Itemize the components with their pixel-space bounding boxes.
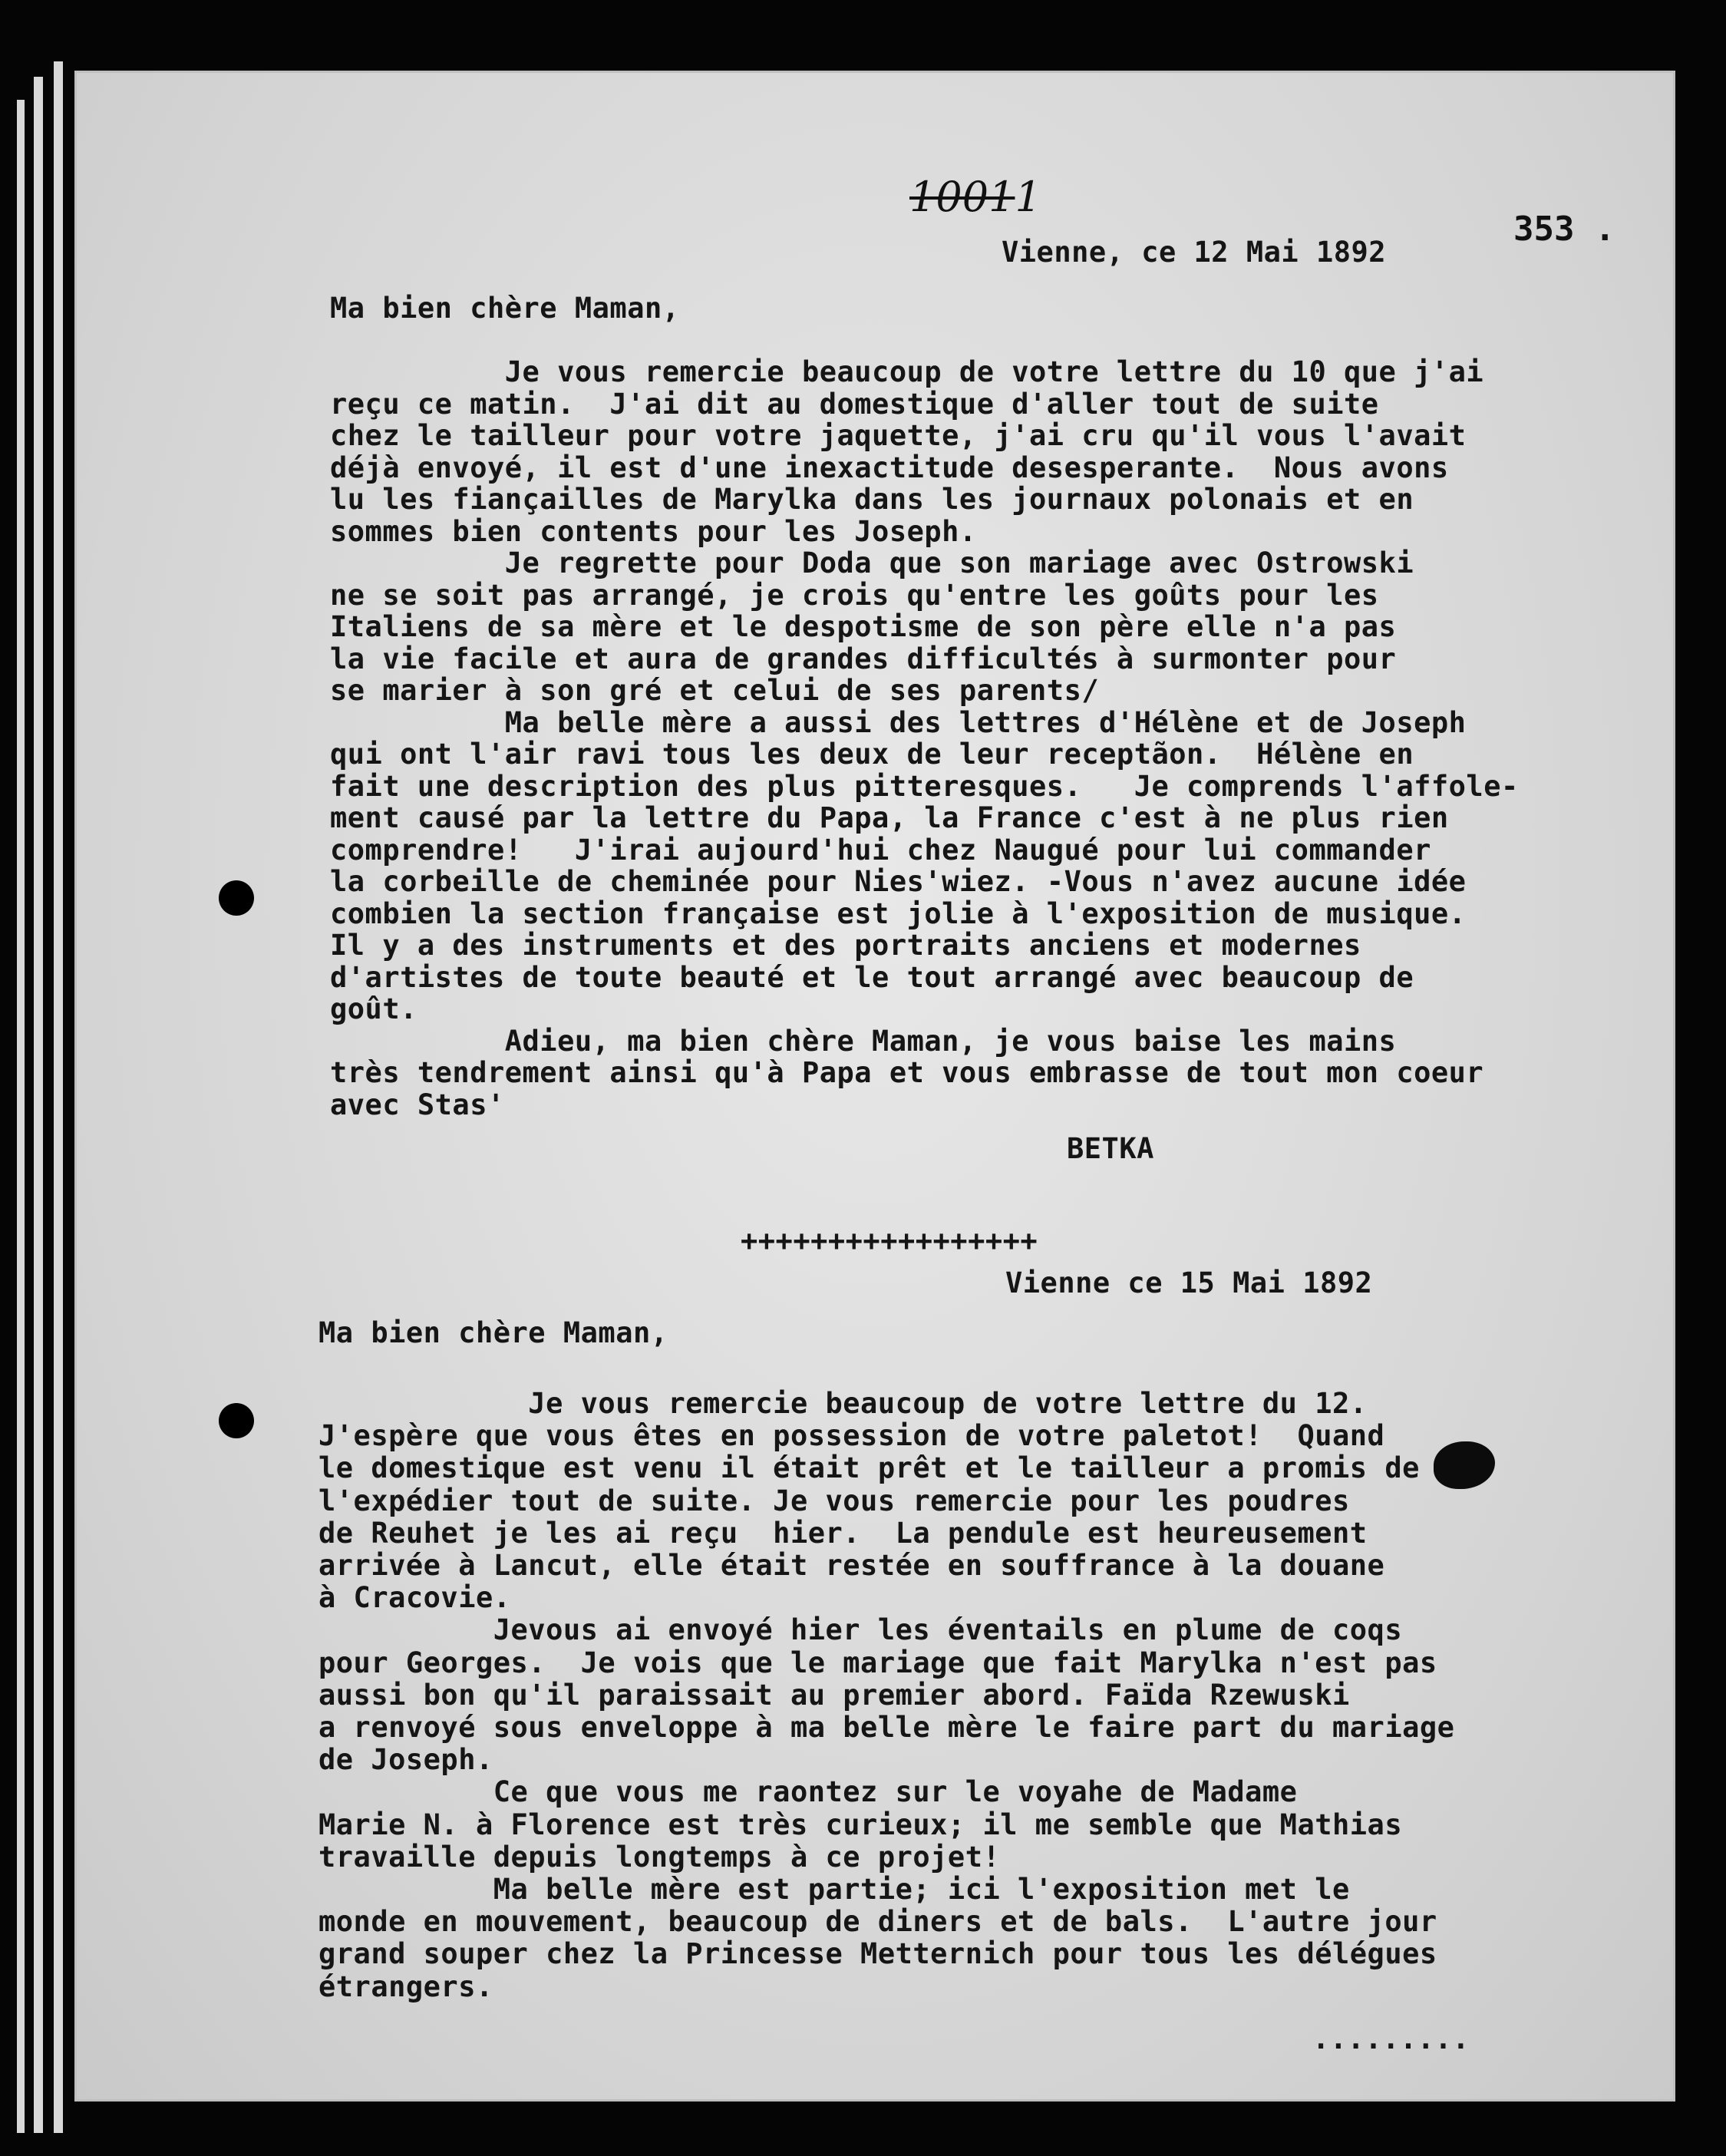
letter1-line: Ma belle mère a aussi des lettres d'Hélène et de Joseph xyxy=(330,705,1467,739)
letter1-line: se marier à son gré et celui de ses parents/ xyxy=(330,674,1100,707)
archive-reference-corrected: 1 xyxy=(1015,173,1041,221)
letter2-line: de Reuhet je les ai reçu hier. La pendule est heureusement xyxy=(318,1516,1368,1550)
ink-blot xyxy=(1434,1441,1495,1489)
continuation-mark: ......... xyxy=(1312,2022,1470,2055)
letter1-line: reçu ce matin. J'ai dit au domestique d'aller tout de suite xyxy=(330,387,1379,421)
letter1-line: combien la section française est jolie à l'exposition de musique. xyxy=(330,896,1467,930)
letter1-line: la corbeille de cheminée pour Nies'wiez. -Vous n'avez aucune idée xyxy=(330,865,1467,898)
typed-page xyxy=(77,73,1673,2099)
letter2-line: a renvoyé sous enveloppe à ma belle mère le faire part du mariage xyxy=(318,1711,1455,1744)
letter2-line: pour Georges. Je vois que le mariage que fait Marylka n'est pas xyxy=(318,1646,1437,1679)
letter1-line: la vie facile et aura de grandes difficultés à surmonter pour xyxy=(330,642,1397,675)
letter2-line: arrivée à Lancut, elle était restée en souffrance à la douane xyxy=(318,1549,1385,1582)
letter1-salutation: Ma bien chère Maman, xyxy=(330,292,680,325)
letter2-line: travaille depuis longtemps à ce projet! xyxy=(318,1840,1001,1874)
letter2-line: Ce que vous me raontez sur le voyahe de Madame xyxy=(318,1775,1298,1809)
letter1-line: Italiens de sa mère et le despotisme de son père elle n'a pas xyxy=(330,610,1397,643)
letter1-line: qui ont l'air ravi tous les deux de leur receptãon. Hélène en xyxy=(330,738,1414,771)
letter1-line: ne se soit pas arrangé, je crois qu'entre les goûts pour les xyxy=(330,578,1379,612)
letter2-line: Je vous remercie beaucoup de votre lettre du 12. xyxy=(318,1387,1368,1420)
letter1-line: déjà envoyé, il est d'une inexactitude desesperante. Nous avons xyxy=(330,451,1449,484)
letter2-salutation: Ma bien chère Maman, xyxy=(318,1316,668,1349)
letter-separator: +++++++++++++++++ xyxy=(741,1224,1038,1257)
letter1-line: Je vous remercie beaucoup de votre lettre du 10 que j'ai xyxy=(330,355,1484,388)
letter1-line: Adieu, ma bien chère Maman, je vous baise les mains xyxy=(330,1024,1397,1058)
punch-hole xyxy=(219,1403,254,1438)
letter2-line: étrangers. xyxy=(318,1969,493,2003)
page-number: 353 . xyxy=(1513,210,1615,249)
letter2-line: Marie N. à Florence est très curieux; il me semble que Mathias xyxy=(318,1808,1403,1841)
letter1-line: ment causé par la lettre du Papa, la France c'est à ne plus rien xyxy=(330,801,1449,834)
letter1-line: lu les fiançailles de Marylka dans les journaux polonais et en xyxy=(330,483,1414,516)
letter1-line: comprendre! J'irai aujourd'hui chez Naugué pour lui commander xyxy=(330,833,1431,867)
letter1-line: Il y a des instruments et des portraits anciens et modernes xyxy=(330,929,1361,962)
letter1-line: très tendrement ainsi qu'à Papa et vous embrasse de tout mon coeur xyxy=(330,1056,1484,1089)
sheet-edge xyxy=(54,61,63,2133)
letter2-date: Vienne ce 15 Mai 1892 xyxy=(1005,1266,1373,1299)
letter1-date: Vienne, ce 12 Mai 1892 xyxy=(1002,236,1387,269)
letter2-line: monde en mouvement, beaucoup de diners et de bals. L'autre jour xyxy=(318,1905,1437,1939)
letter1-line: avec Stas' xyxy=(330,1088,505,1121)
letter1-line: Je regrette pour Doda que son mariage avec Ostrowski xyxy=(330,546,1414,579)
letter1-line: chez le tailleur pour votre jaquette, j'ai cru qu'il vous l'avait xyxy=(330,419,1467,452)
letter2-line: le domestique est venu il était prêt et le tailleur a promis de xyxy=(318,1451,1420,1485)
letter2-line: l'expédier tout de suite. Je vous remercie pour les poudres xyxy=(318,1484,1350,1517)
letter2-line: Ma belle mère est partie; ici l'exposition met le xyxy=(318,1873,1350,1906)
letter2-line: de Joseph. xyxy=(318,1743,493,1777)
letter1-signature: BETKA xyxy=(1067,1132,1154,1165)
punch-hole xyxy=(219,880,254,916)
archive-reference xyxy=(909,173,1041,221)
letter1-line: fait une description des plus pitteresques. Je comprends l'affole- xyxy=(330,769,1519,803)
letter2-line: Jevous ai envoyé hier les éventails en plume de coqs xyxy=(318,1613,1403,1647)
letter2-line: aussi bon qu'il paraissait au premier abord. Faïda Rzewuski xyxy=(318,1678,1350,1712)
letter1-line: goût. xyxy=(330,992,417,1025)
sheet-edge xyxy=(34,77,43,2133)
archive-reference-struck: 1001 xyxy=(909,173,1015,221)
letter1-line: d'artistes de toute beauté et le tout arrangé avec beaucoup de xyxy=(330,960,1414,994)
sheet-edge xyxy=(17,100,25,2133)
letter2-line: J'espère que vous êtes en possession de votre paletot! Quand xyxy=(318,1419,1385,1453)
letter2-line: à Cracovie. xyxy=(318,1581,511,1615)
letter2-line: grand souper chez la Princesse Metternich pour tous les délégues xyxy=(318,1937,1437,1971)
letter1-line: sommes bien contents pour les Joseph. xyxy=(330,514,977,548)
